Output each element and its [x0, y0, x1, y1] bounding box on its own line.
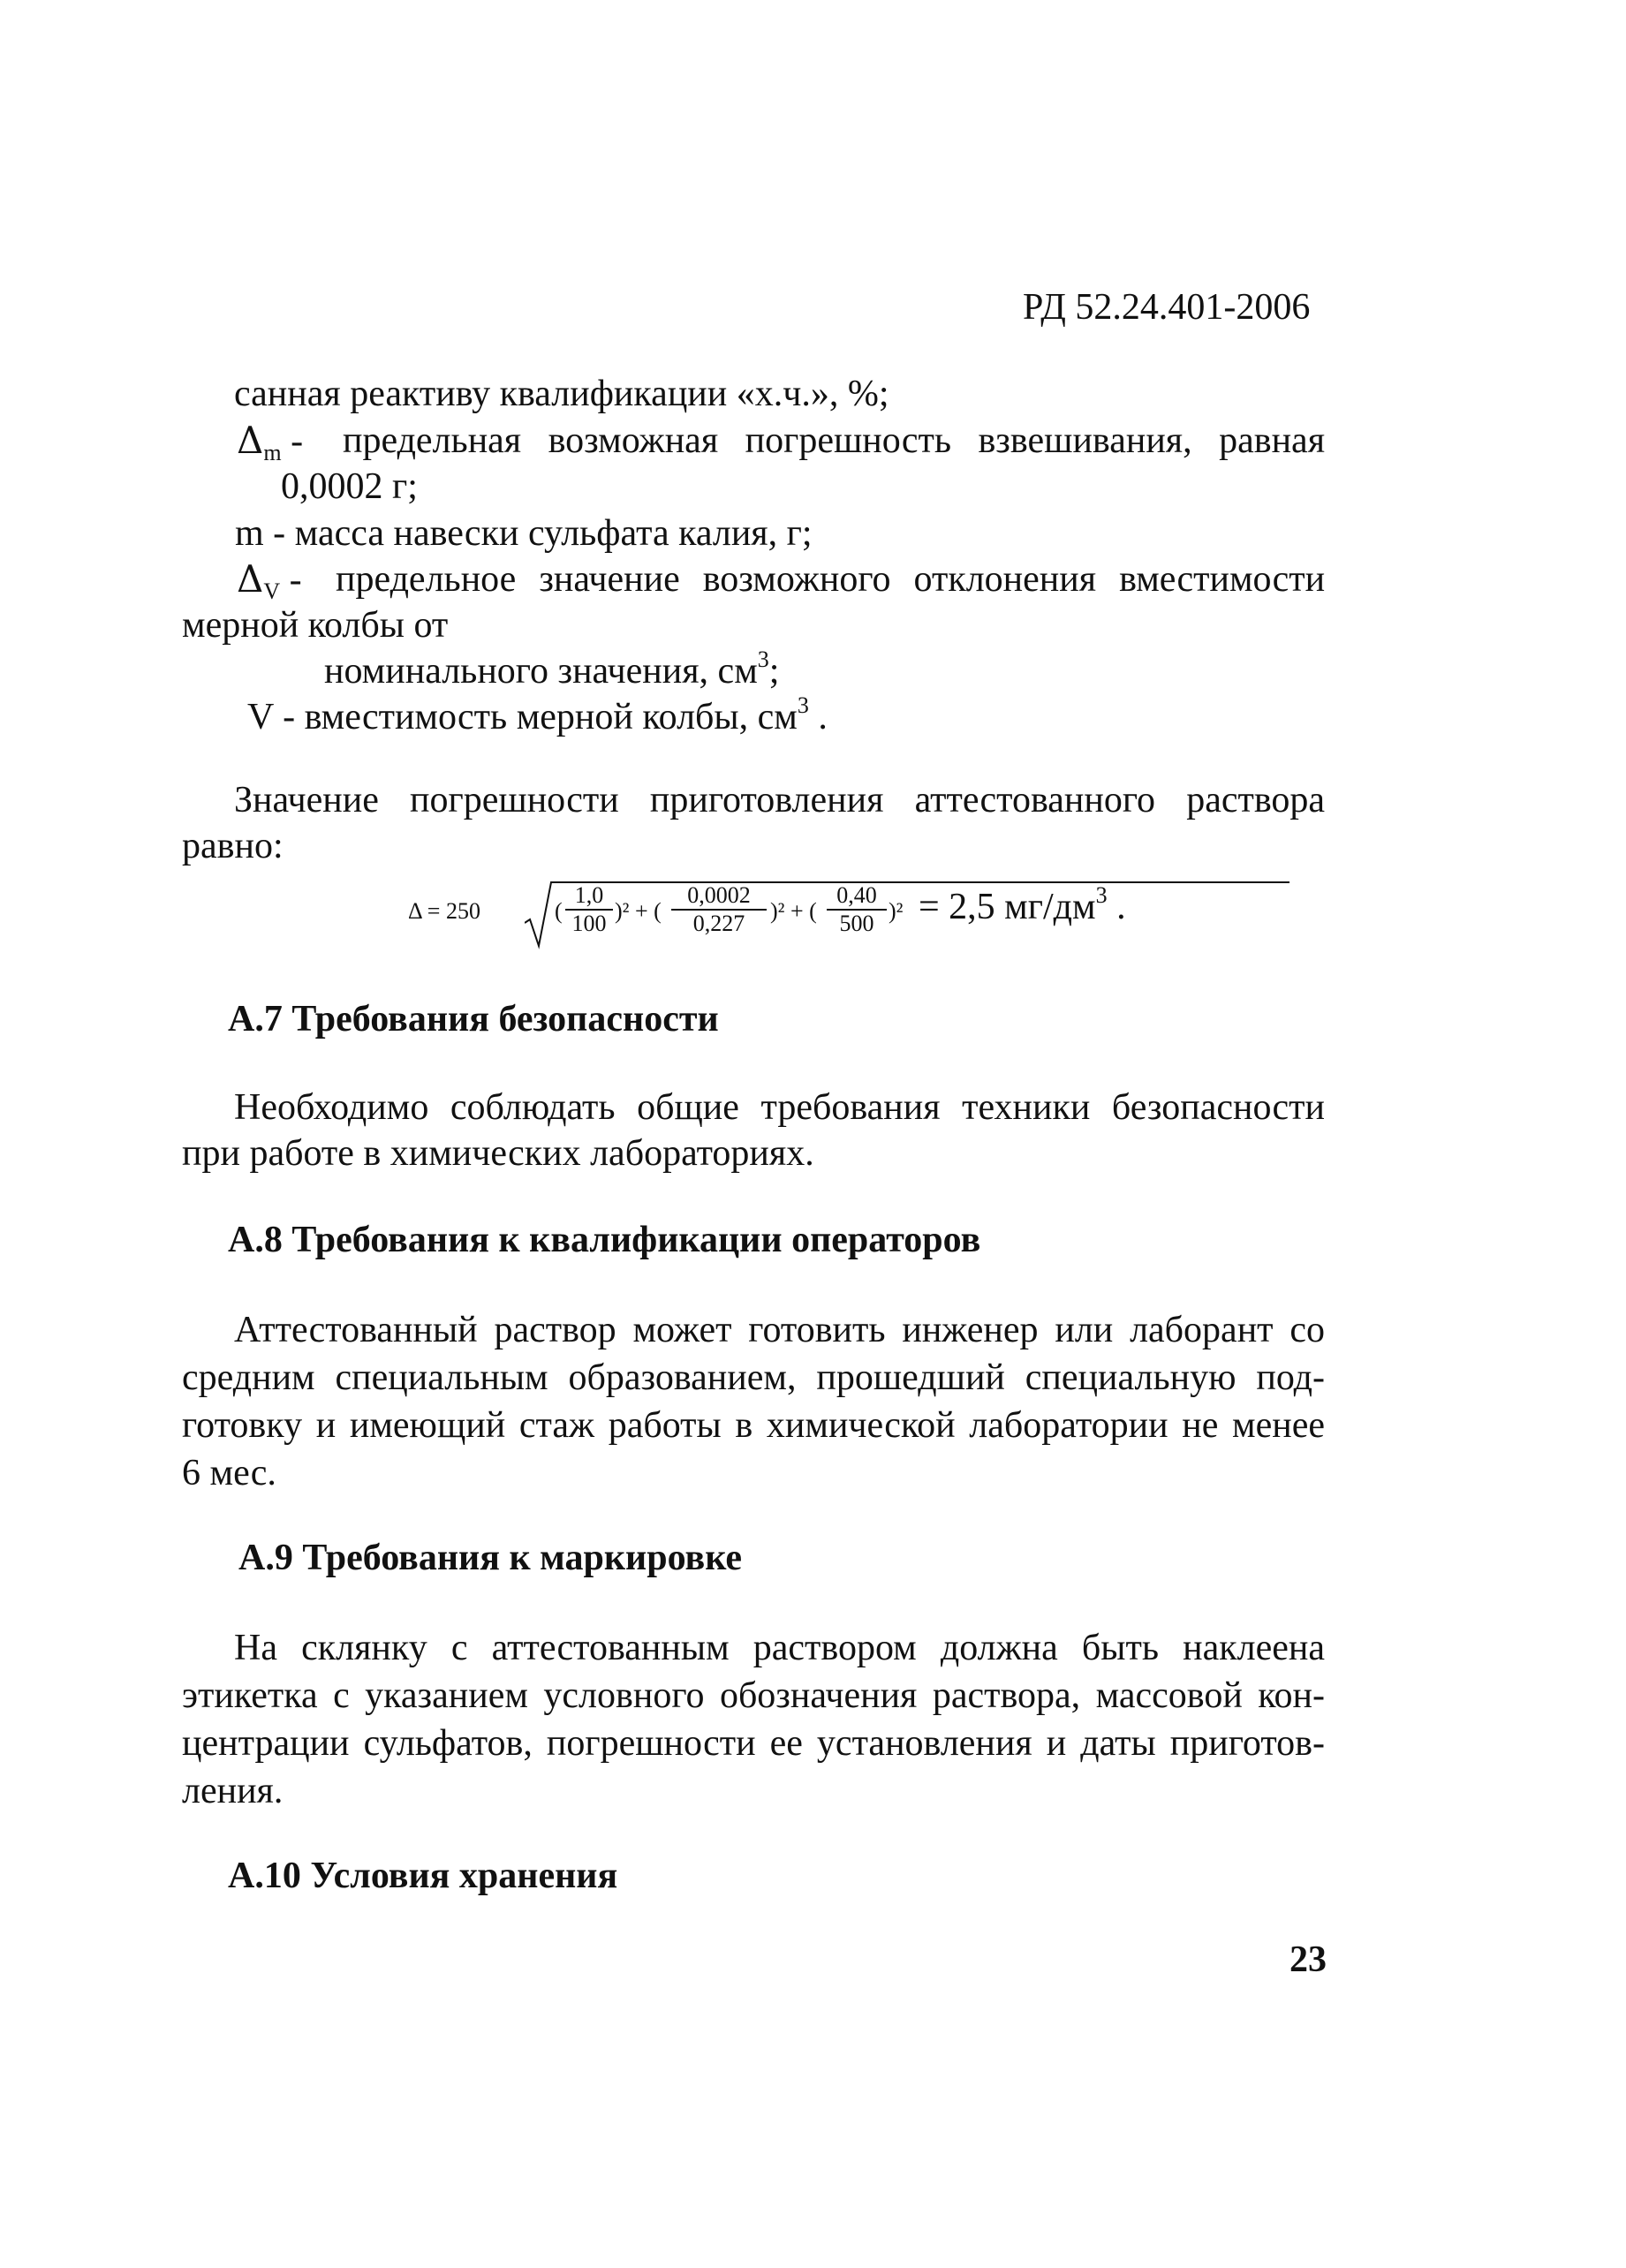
section-a9-line4: ления.	[182, 1771, 284, 1811]
section-a9-line1: На склянку с аттестованным раствором должна быть наклеена	[234, 1628, 1325, 1668]
delta-v-symbol: $\Delta_V$ -	[237, 557, 302, 604]
section-a7-line1: Необходимо соблюдать общие требования техники безопасности	[234, 1087, 1325, 1128]
fraction-2: $\frac{0,0002}{0,227}$	[671, 882, 767, 937]
section-a8-line1: Аттестованный раствор может готовить инженер или лаборант со	[234, 1310, 1325, 1350]
section-a9-line2: этикетка с указанием условного обозначения раствора, массовой кон-	[182, 1675, 1325, 1716]
fraction-3: $\frac{0,40}{500}$	[827, 882, 887, 937]
formula-term-1-close: )² + (	[615, 898, 662, 924]
value-paragraph-line2: равно:	[182, 826, 284, 866]
formula-term-2-close: )² + (	[770, 898, 817, 924]
delta-m-symbol: $\Delta_m$ -	[237, 419, 304, 465]
section-heading-a7: А.7 Требования безопасности	[228, 999, 719, 1040]
document-code: РД 52.24.401-2006	[1023, 287, 1311, 328]
section-a8-line2: средним специальным образованием, прошедший специальную под-	[182, 1357, 1325, 1398]
formula-lhs: Δ = 250	[408, 898, 480, 924]
fraction-1: $\frac{1,0}{100}$	[565, 882, 613, 937]
formula-term-3-close: )²	[889, 898, 904, 924]
page-number: 23	[1289, 1939, 1327, 1980]
formula-open-paren: (	[555, 898, 563, 924]
delta-m-definition: предельная возможная погрешность взвешивания, равная	[343, 420, 1326, 461]
delta-v-definition: предельное значение возможного отклонения вместимости	[336, 559, 1326, 600]
section-heading-a9: А.9 Требования к маркировке	[238, 1538, 743, 1578]
value-paragraph-line1: Значение погрешности приготовления аттестованного раствора	[234, 780, 1326, 820]
formula-result: = 2,5 $мг/дм^3$ .	[919, 882, 1126, 927]
section-a8-line4: 6 мес.	[182, 1453, 276, 1493]
delta-v-definition-cont: мерной колбы от	[182, 605, 449, 646]
section-a8-line3: готовку и имеющий стаж работы в химической лаборатории не менее	[182, 1405, 1325, 1446]
section-a7-line2: при работе в химических лабораториях.	[182, 1133, 814, 1174]
section-heading-a10: А.10 Условия хранения	[228, 1856, 618, 1896]
delta-v-definition-cont2: номинального значения, $см^3$;	[324, 646, 780, 692]
m-definition: m - масса навески сульфата калия, г;	[235, 513, 813, 554]
section-heading-a8: А.8 Требования к квалификации операторов	[228, 1220, 981, 1260]
definition-continuation: санная реактиву квалификации «х.ч.», %;	[234, 374, 889, 414]
section-a9-line3: центрации сульфатов, погрешности ее установления и даты приготов-	[182, 1723, 1325, 1764]
delta-m-definition-cont: 0,0002 г;	[281, 466, 418, 507]
v-definition: V - вместимость мерной колбы, $см^3$ .	[247, 692, 828, 737]
